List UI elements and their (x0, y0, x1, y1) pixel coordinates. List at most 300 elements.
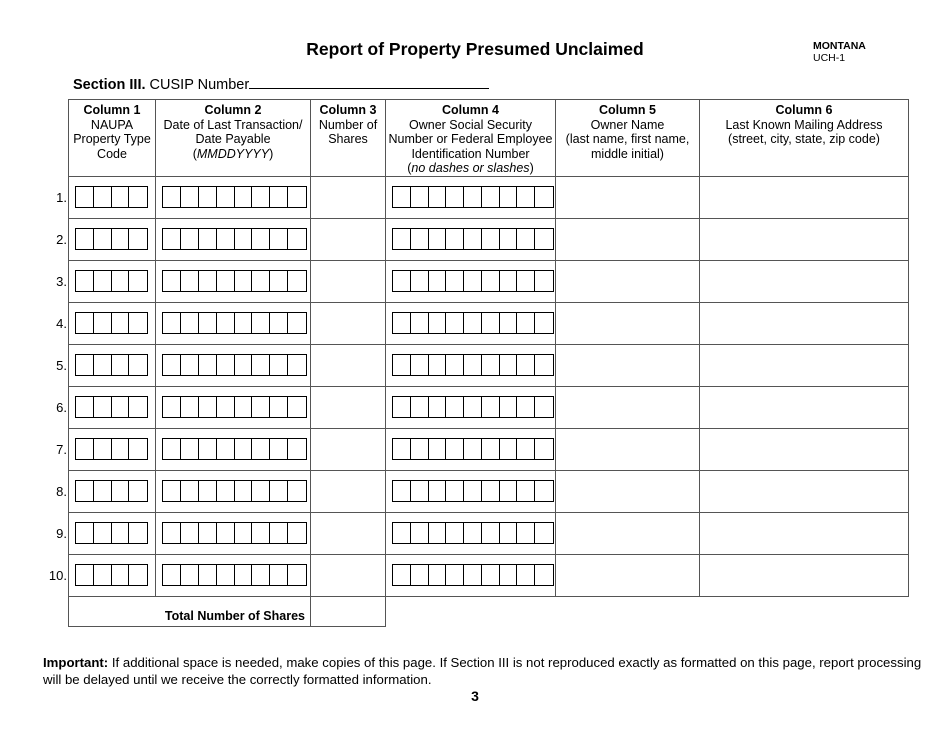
character-box[interactable] (235, 271, 253, 291)
character-box[interactable] (129, 481, 147, 501)
character-box[interactable] (482, 229, 500, 249)
character-box[interactable] (235, 187, 253, 207)
character-box[interactable] (252, 271, 270, 291)
character-box[interactable] (500, 313, 518, 333)
character-box[interactable] (163, 355, 181, 375)
character-box[interactable] (252, 523, 270, 543)
character-box[interactable] (393, 439, 411, 459)
character-box[interactable] (217, 271, 235, 291)
character-box[interactable] (76, 229, 94, 249)
character-box[interactable] (217, 229, 235, 249)
character-box[interactable] (500, 187, 518, 207)
character-box[interactable] (199, 523, 217, 543)
ssn-input[interactable] (392, 228, 554, 250)
character-box[interactable] (500, 355, 518, 375)
character-box[interactable] (270, 355, 288, 375)
character-box[interactable] (94, 523, 112, 543)
character-box[interactable] (270, 187, 288, 207)
column-heading: Column 1 (83, 103, 141, 117)
property-type-code-input[interactable] (75, 480, 148, 502)
character-box[interactable] (411, 439, 429, 459)
date-input[interactable] (162, 312, 307, 334)
character-box[interactable] (535, 187, 553, 207)
character-box[interactable] (393, 271, 411, 291)
character-box[interactable] (464, 271, 482, 291)
number-of-shares-input[interactable] (311, 470, 386, 512)
character-box[interactable] (411, 271, 429, 291)
character-box[interactable] (129, 271, 147, 291)
character-box[interactable] (446, 229, 464, 249)
character-box[interactable] (411, 523, 429, 543)
date-input[interactable] (162, 438, 307, 460)
property-type-code-input[interactable] (75, 312, 148, 334)
character-box[interactable] (112, 565, 130, 585)
mailing-address-input[interactable] (700, 554, 909, 596)
character-box[interactable] (288, 397, 306, 417)
character-box[interactable] (429, 313, 447, 333)
character-box[interactable] (393, 565, 411, 585)
mailing-address-input[interactable] (700, 176, 909, 218)
character-box[interactable] (217, 523, 235, 543)
character-box[interactable] (181, 439, 199, 459)
character-box[interactable] (393, 187, 411, 207)
property-type-code-input[interactable] (75, 228, 148, 250)
character-box[interactable] (270, 565, 288, 585)
column-description-line: NAUPA (90, 117, 134, 132)
mailing-address-input[interactable] (700, 428, 909, 470)
mailing-address-input[interactable] (700, 386, 909, 428)
character-box[interactable] (464, 397, 482, 417)
column-description-line: (street, city, state, zip code) (728, 132, 880, 146)
character-box[interactable] (217, 187, 235, 207)
character-box[interactable] (112, 523, 130, 543)
character-box[interactable] (464, 313, 482, 333)
ssn-input[interactable] (392, 438, 554, 460)
character-box[interactable] (446, 523, 464, 543)
property-type-cell (56, 218, 156, 260)
character-box[interactable] (129, 187, 147, 207)
ssn-input[interactable] (392, 480, 554, 502)
character-box[interactable] (181, 229, 199, 249)
owner-name-input[interactable] (556, 218, 700, 260)
character-box[interactable] (288, 439, 306, 459)
character-box[interactable] (112, 187, 130, 207)
character-box[interactable] (517, 355, 535, 375)
ssn-input[interactable] (392, 312, 554, 334)
character-box[interactable] (217, 565, 235, 585)
character-box[interactable] (500, 481, 518, 501)
character-box[interactable] (393, 523, 411, 543)
character-box[interactable] (235, 565, 253, 585)
character-box[interactable] (235, 481, 253, 501)
table-row (69, 176, 909, 218)
character-box[interactable] (517, 523, 535, 543)
character-box[interactable] (181, 565, 199, 585)
character-box[interactable] (199, 397, 217, 417)
ssn-input[interactable] (392, 396, 554, 418)
character-box[interactable] (129, 313, 147, 333)
character-box[interactable] (393, 397, 411, 417)
character-box[interactable] (288, 481, 306, 501)
character-box[interactable] (429, 271, 447, 291)
cusip-number-field[interactable] (249, 76, 489, 89)
character-box[interactable] (393, 481, 411, 501)
character-box[interactable] (94, 397, 112, 417)
character-box[interactable] (181, 397, 199, 417)
character-box[interactable] (464, 439, 482, 459)
character-box[interactable] (411, 313, 429, 333)
character-box[interactable] (500, 565, 518, 585)
number-of-shares-input[interactable] (311, 176, 386, 218)
character-box[interactable] (112, 271, 130, 291)
character-box[interactable] (517, 187, 535, 207)
character-box[interactable] (535, 271, 553, 291)
character-box[interactable] (482, 481, 500, 501)
character-box[interactable] (429, 187, 447, 207)
character-box[interactable] (288, 271, 306, 291)
character-box[interactable] (500, 439, 518, 459)
section-label: Section III. (73, 77, 146, 93)
character-box[interactable] (482, 187, 500, 207)
character-box[interactable] (163, 271, 181, 291)
ssn-cell (386, 218, 556, 260)
column-description-line: Owner Name (590, 117, 665, 132)
character-box[interactable] (94, 481, 112, 501)
mailing-address-input[interactable] (700, 260, 909, 302)
character-box[interactable] (112, 439, 130, 459)
character-box[interactable] (446, 565, 464, 585)
character-box[interactable] (500, 271, 518, 291)
character-box[interactable] (252, 355, 270, 375)
date-cell (156, 302, 311, 344)
character-box[interactable] (199, 565, 217, 585)
character-box[interactable] (199, 187, 217, 207)
character-box[interactable] (181, 481, 199, 501)
character-box[interactable] (464, 355, 482, 375)
character-box[interactable] (535, 397, 553, 417)
date-input[interactable] (162, 354, 307, 376)
character-box[interactable] (535, 229, 553, 249)
character-box[interactable] (76, 439, 94, 459)
character-box[interactable] (181, 313, 199, 333)
character-box[interactable] (270, 439, 288, 459)
character-box[interactable] (517, 439, 535, 459)
character-box[interactable] (464, 565, 482, 585)
character-box[interactable] (252, 313, 270, 333)
mailing-address-input[interactable] (700, 344, 909, 386)
character-box[interactable] (429, 565, 447, 585)
property-type-code-input[interactable] (75, 186, 148, 208)
owner-name-input[interactable] (556, 428, 700, 470)
date-input[interactable] (162, 522, 307, 544)
column-header-2 (156, 100, 311, 177)
property-type-cell (56, 260, 156, 302)
owner-name-input[interactable] (556, 512, 700, 554)
mailing-address-input[interactable] (700, 302, 909, 344)
column-description-line: Property Type (73, 132, 151, 146)
column-description-line: (last name, first name, (565, 132, 690, 146)
ssn-input[interactable] (392, 186, 554, 208)
property-type-code-input[interactable] (75, 270, 148, 292)
property-type-cell (56, 344, 156, 386)
character-box[interactable] (235, 439, 253, 459)
owner-name-input[interactable] (556, 344, 700, 386)
character-box[interactable] (129, 397, 147, 417)
character-box[interactable] (235, 523, 253, 543)
character-box[interactable] (517, 397, 535, 417)
date-cell (156, 176, 311, 218)
character-box[interactable] (163, 397, 181, 417)
character-box[interactable] (235, 397, 253, 417)
character-box[interactable] (482, 523, 500, 543)
date-input[interactable] (162, 186, 307, 208)
character-box[interactable] (76, 565, 94, 585)
character-box[interactable] (517, 313, 535, 333)
character-box[interactable] (535, 523, 553, 543)
character-box[interactable] (464, 187, 482, 207)
character-box[interactable] (446, 439, 464, 459)
character-box[interactable] (163, 229, 181, 249)
row-number: 8. (56, 483, 67, 499)
character-box[interactable] (199, 481, 217, 501)
character-box[interactable] (446, 397, 464, 417)
character-box[interactable] (94, 229, 112, 249)
date-cell (156, 386, 311, 428)
character-box[interactable] (429, 481, 447, 501)
character-box[interactable] (112, 397, 130, 417)
character-box[interactable] (500, 229, 518, 249)
table-header-row (69, 100, 909, 177)
row-number: 1. (56, 189, 67, 205)
character-box[interactable] (288, 523, 306, 543)
character-box[interactable] (393, 313, 411, 333)
character-box[interactable] (464, 481, 482, 501)
date-cell (156, 218, 311, 260)
character-box[interactable] (446, 271, 464, 291)
character-box[interactable] (288, 355, 306, 375)
character-box[interactable] (76, 523, 94, 543)
character-box[interactable] (393, 229, 411, 249)
character-box[interactable] (446, 313, 464, 333)
date-input[interactable] (162, 480, 307, 502)
property-type-code-input[interactable] (75, 564, 148, 586)
character-box[interactable] (464, 523, 482, 543)
number-of-shares-input[interactable] (311, 554, 386, 596)
property-type-code-input[interactable] (75, 438, 148, 460)
character-box[interactable] (535, 313, 553, 333)
ssn-input[interactable] (392, 270, 554, 292)
character-box[interactable] (535, 439, 553, 459)
ssn-input[interactable] (392, 522, 554, 544)
character-box[interactable] (482, 439, 500, 459)
character-box[interactable] (517, 565, 535, 585)
character-box[interactable] (129, 439, 147, 459)
character-box[interactable] (252, 187, 270, 207)
character-box[interactable] (411, 565, 429, 585)
number-of-shares-input[interactable] (311, 218, 386, 260)
character-box[interactable] (112, 355, 130, 375)
mailing-address-input[interactable] (700, 470, 909, 512)
character-box[interactable] (446, 355, 464, 375)
character-box[interactable] (270, 481, 288, 501)
character-box[interactable] (270, 397, 288, 417)
character-box[interactable] (76, 355, 94, 375)
character-box[interactable] (288, 313, 306, 333)
character-box[interactable] (163, 523, 181, 543)
character-box[interactable] (252, 481, 270, 501)
mailing-address-input[interactable] (700, 512, 909, 554)
character-box[interactable] (393, 355, 411, 375)
character-box[interactable] (446, 481, 464, 501)
character-box[interactable] (252, 229, 270, 249)
number-of-shares-input[interactable] (311, 428, 386, 470)
character-box[interactable] (199, 355, 217, 375)
owner-name-input[interactable] (556, 386, 700, 428)
number-of-shares-input[interactable] (311, 386, 386, 428)
character-box[interactable] (181, 523, 199, 543)
character-box[interactable] (94, 439, 112, 459)
mailing-address-input[interactable] (700, 218, 909, 260)
character-box[interactable] (112, 313, 130, 333)
character-box[interactable] (94, 271, 112, 291)
character-box[interactable] (163, 187, 181, 207)
character-box[interactable] (94, 565, 112, 585)
character-box[interactable] (411, 397, 429, 417)
character-box[interactable] (199, 439, 217, 459)
date-input[interactable] (162, 396, 307, 418)
character-box[interactable] (270, 523, 288, 543)
character-box[interactable] (252, 565, 270, 585)
ssn-input[interactable] (392, 564, 554, 586)
table-body (48, 176, 909, 626)
character-box[interactable] (94, 187, 112, 207)
date-input[interactable] (162, 228, 307, 250)
character-box[interactable] (217, 481, 235, 501)
column-heading: Column 6 (775, 103, 833, 117)
character-box[interactable] (411, 355, 429, 375)
row-number: 6. (56, 399, 67, 415)
character-box[interactable] (181, 355, 199, 375)
character-box[interactable] (217, 439, 235, 459)
date-input[interactable] (162, 270, 307, 292)
character-box[interactable] (129, 523, 147, 543)
character-box[interactable] (482, 271, 500, 291)
owner-name-input[interactable] (556, 554, 700, 596)
property-type-code-input[interactable] (75, 354, 148, 376)
character-box[interactable] (235, 313, 253, 333)
character-box[interactable] (129, 229, 147, 249)
state-name: MONTANA (813, 40, 866, 52)
character-box[interactable] (112, 481, 130, 501)
character-box[interactable] (517, 481, 535, 501)
character-box[interactable] (464, 229, 482, 249)
character-box[interactable] (535, 355, 553, 375)
character-box[interactable] (270, 229, 288, 249)
character-box[interactable] (163, 439, 181, 459)
character-box[interactable] (129, 565, 147, 585)
character-box[interactable] (129, 355, 147, 375)
character-box[interactable] (411, 187, 429, 207)
character-box[interactable] (94, 313, 112, 333)
number-of-shares-input[interactable] (311, 260, 386, 302)
character-box[interactable] (76, 313, 94, 333)
property-type-code-input[interactable] (75, 396, 148, 418)
character-box[interactable] (217, 313, 235, 333)
row-number: 9. (56, 525, 67, 541)
character-box[interactable] (288, 187, 306, 207)
date-input[interactable] (162, 564, 307, 586)
character-box[interactable] (500, 397, 518, 417)
character-box[interactable] (482, 565, 500, 585)
character-box[interactable] (199, 271, 217, 291)
character-box[interactable] (163, 565, 181, 585)
owner-name-input[interactable] (556, 176, 700, 218)
number-of-shares-input[interactable] (311, 512, 386, 554)
character-box[interactable] (482, 313, 500, 333)
character-box[interactable] (94, 355, 112, 375)
character-box[interactable] (217, 397, 235, 417)
character-box[interactable] (112, 229, 130, 249)
character-box[interactable] (535, 565, 553, 585)
character-box[interactable] (235, 229, 253, 249)
character-box[interactable] (270, 271, 288, 291)
character-box[interactable] (76, 187, 94, 207)
owner-name-input[interactable] (556, 302, 700, 344)
character-box[interactable] (482, 355, 500, 375)
character-box[interactable] (199, 313, 217, 333)
character-box[interactable] (429, 397, 447, 417)
date-cell (156, 344, 311, 386)
character-box[interactable] (288, 565, 306, 585)
character-box[interactable] (252, 439, 270, 459)
important-label: Important: (43, 655, 109, 670)
character-box[interactable] (411, 229, 429, 249)
character-box[interactable] (429, 523, 447, 543)
character-box[interactable] (76, 397, 94, 417)
character-box[interactable] (429, 439, 447, 459)
character-box[interactable] (411, 481, 429, 501)
character-box[interactable] (217, 355, 235, 375)
character-box[interactable] (235, 355, 253, 375)
character-box[interactable] (446, 187, 464, 207)
character-box[interactable] (288, 229, 306, 249)
character-box[interactable] (76, 481, 94, 501)
character-box[interactable] (429, 355, 447, 375)
character-box[interactable] (429, 229, 447, 249)
property-type-code-input[interactable] (75, 522, 148, 544)
character-box[interactable] (163, 481, 181, 501)
character-box[interactable] (163, 313, 181, 333)
number-of-shares-input[interactable] (311, 302, 386, 344)
character-box[interactable] (482, 397, 500, 417)
character-box[interactable] (252, 397, 270, 417)
page-number: 3 (471, 688, 479, 704)
character-box[interactable] (517, 229, 535, 249)
character-box[interactable] (270, 313, 288, 333)
character-box[interactable] (535, 481, 553, 501)
character-box[interactable] (181, 187, 199, 207)
total-shares-input[interactable] (311, 596, 386, 626)
number-of-shares-input[interactable] (311, 344, 386, 386)
owner-name-input[interactable] (556, 470, 700, 512)
character-box[interactable] (517, 271, 535, 291)
character-box[interactable] (199, 229, 217, 249)
owner-name-input[interactable] (556, 260, 700, 302)
ssn-input[interactable] (392, 354, 554, 376)
character-box[interactable] (76, 271, 94, 291)
character-box[interactable] (500, 523, 518, 543)
character-box[interactable] (181, 271, 199, 291)
